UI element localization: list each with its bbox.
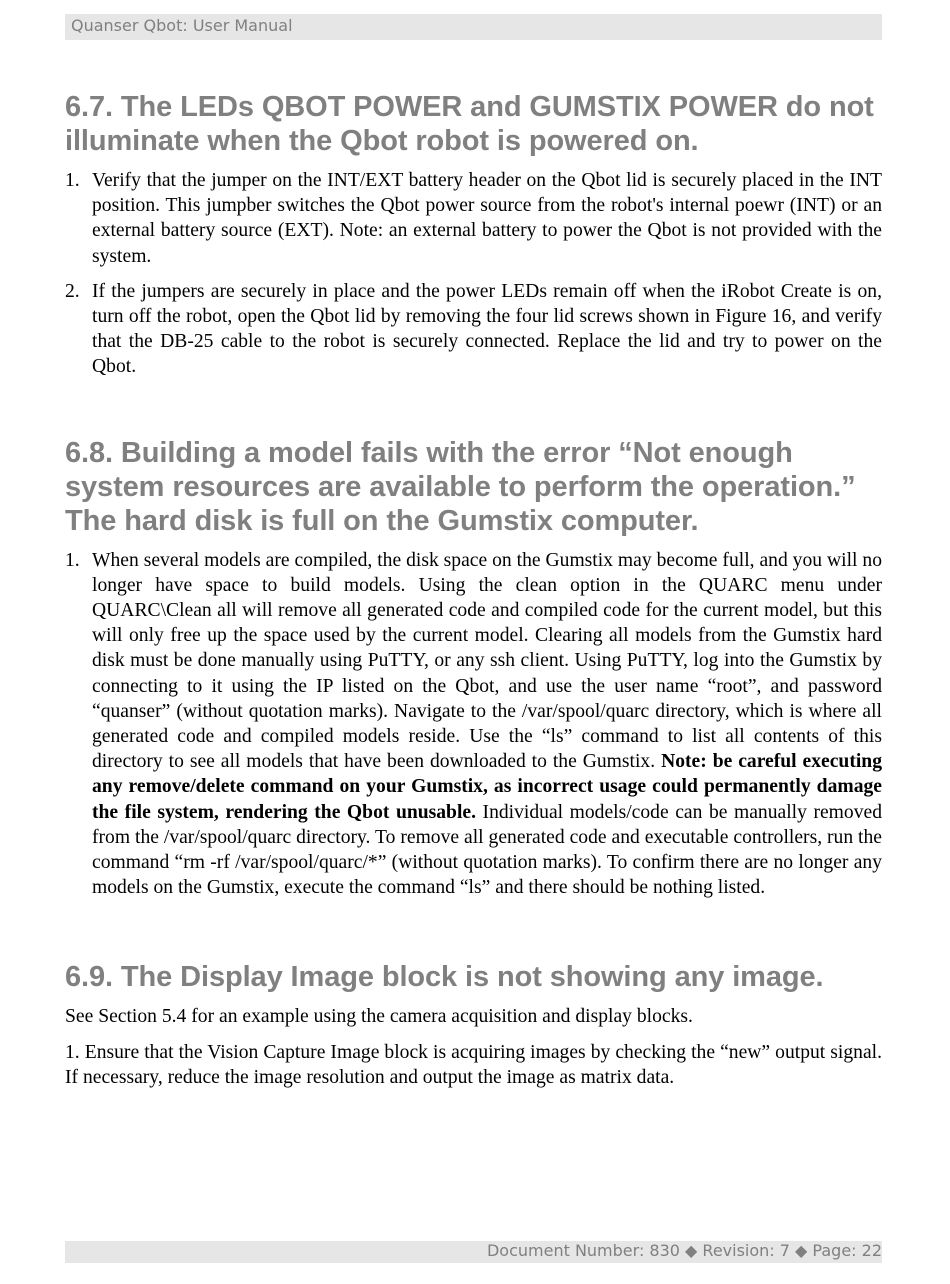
- running-footer: [65, 1241, 882, 1263]
- paragraph: 1. Ensure that the Vision Capture Image block is acquiring images by checking the “new” output signal. If necessary, reduce the image resolution and output the image as matrix data.: [65, 1041, 882, 1088]
- section-heading-6-8: 6.8. Building a model fails with the error “Not enough system resources are available to perform the operation.” The hard disk is full on the Gumstix computer.: [65, 436, 856, 537]
- section-heading-6-7: 6.7. The LEDs QBOT POWER and GUMSTIX POWER do not illuminate when the Qbot robot is powered on.: [65, 91, 874, 157]
- list-item-text-intro: When several models are compiled, the disk space on the Gumstix may become full, and you will no longer have space to build models. Using the clean option in the QUARC menu under QUARC\Clean all will remove all generated code and compiled code for the current model, but this will only free up the space used by the current model. Clearing all models from the Gumstix hard disk must be done manually using PuTTY, or any ssh client. Using PuTTY, log into the Gumstix by connecting to it using the IP listed on the Qbot, and use the user name “root”, and password “quanser” (without quotation marks). Navigate to the /var/spool/quarc directory, which is where all generated code and compiled models reside. Use the “ls” command to list all contents of this directory to see all models that have been downloaded to the Gumstix.: [92, 549, 882, 773]
- page-content: [65, 90, 882, 1100]
- header-title: Quanser Qbot: User Manual: [71, 16, 293, 35]
- list-item-text: [92, 550, 882, 899]
- list-item: [65, 279, 882, 380]
- list-item-text: If the jumpers are securely in place and the power LEDs remain off when the iRobot Create is on, turn off the robot, open the Qbot lid by removing the four lid screws shown in Figure 16, and verify that the DB-25 cable to the robot is securely connected. Replace the lid and try to power on the Qbot.: [92, 280, 882, 378]
- footer-doc-info: Document Number: 830 ◆ Revision: 7 ◆ Page: 22: [486, 1241, 882, 1260]
- list-number: 1.: [65, 549, 80, 571]
- list-number: 1.: [65, 170, 80, 191]
- paragraph: See Section 5.4 for an example using the camera acquisition and display blocks.: [65, 1006, 693, 1028]
- list-item: [65, 548, 882, 901]
- section-heading-6-9: 6.9. The Display Image block is not showing any image.: [65, 961, 824, 994]
- list-item-text: Verify that the jumper on the INT/EXT battery header on the Qbot lid is securely placed in the INT position. This jumpber switches the Qbot power source from the robot's internal poewr (INT) or an external battery source (EXT). Note: an external battery to power the Qbot is not provided with the system.: [92, 170, 882, 267]
- running-header: [65, 14, 882, 40]
- list-item: [65, 168, 882, 269]
- list-number: 2.: [65, 280, 80, 302]
- warning-note: Note: be careful executing any remove/delete command on your Gumstix, as incorrect usage could permanently damage the file system, rendering the Qbot unusable.: [92, 751, 882, 823]
- list-item-text-rest: Individual models/code can be manually removed from the /var/spool/quarc directory. To remove all generated code and executable controllers, run the command “rm -rf /var/spool/quarc/*” (without quotation marks). To confirm there are no longer any models on the Gumstix, execute the command “ls” and there should be nothing listed.: [92, 801, 882, 899]
